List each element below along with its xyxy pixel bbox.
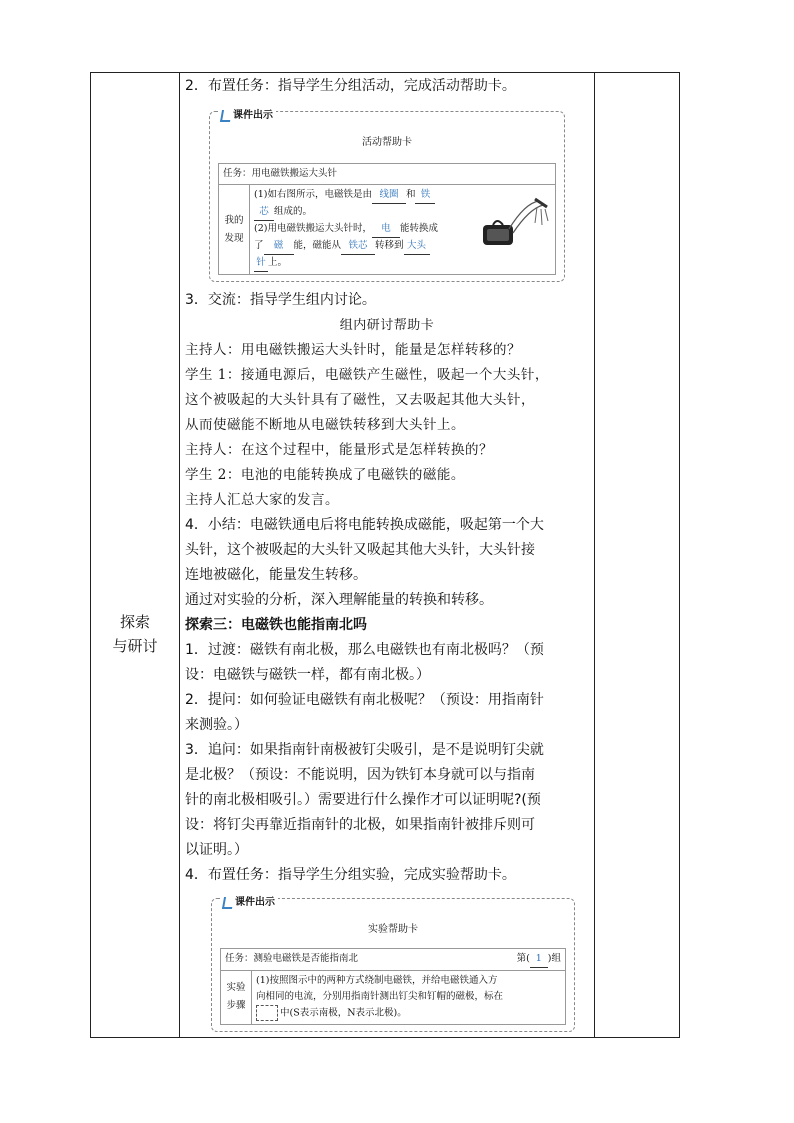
body-line: 3．追问：如果指南针南极被钉尖吸引，是不是说明钉尖就 [185, 742, 544, 758]
step-line: 中(S表示南极，N表示北极)。 [256, 1005, 561, 1022]
step-line: (1)按照图示中的两种方式绕制电磁铁，并给电磁铁通入方 [256, 975, 498, 986]
card-task: 任务：测验电磁铁是否能指南北 第( 1 )组 [221, 949, 566, 971]
card-table [218, 163, 556, 275]
summary-line: 4．小结：电磁铁通电后将电能转换成磁能，吸起第一个大 [185, 517, 544, 533]
summary-line: 连地被磁化，能量发生转移。 [185, 567, 367, 583]
body-line: 1．过渡：磁铁有南北极，那么电磁铁也有南北极吗？（预 [185, 642, 544, 658]
electromagnet-illustration [479, 193, 551, 253]
body-line: 4．布置任务：指导学生分组实验，完成实验帮助卡。 [185, 867, 516, 883]
body-line: 设：电磁铁与磁铁一样，都有南北极。） [185, 667, 430, 683]
card-body [252, 971, 566, 1025]
discussion-card [185, 313, 589, 513]
card-task: 任务：用电磁铁搬运大头针 [219, 164, 556, 185]
pen-icon [220, 110, 232, 122]
card-table [220, 948, 566, 1025]
experiment-help-card [211, 898, 575, 1032]
section-label-line: 探索 [119, 613, 150, 631]
card-title: 活动帮助卡 [362, 137, 412, 148]
answer-blank: 芯 [254, 204, 274, 221]
answer-blank: 铁 [415, 187, 435, 204]
body-line: 设：将钉尖再靠近指南针的北极，如果指南针被排斥则可 [185, 817, 535, 833]
pen-icon [222, 897, 234, 909]
discussion-line: 主持人汇总大家的发言。 [185, 492, 339, 508]
body-line: 针的南北极相吸引。）需要进行什么操作才可以证明呢?(预 [185, 792, 541, 808]
discussion-line: 从而使磁能不断地从电磁铁转移到大头针上。 [185, 417, 465, 433]
section-heading: 探索三：电磁铁也能指南北吗 [185, 617, 367, 633]
card-tag: 课件出示 [218, 103, 276, 128]
exchange-line: 3．交流：指导学生组内讨论。 [185, 292, 376, 308]
discussion-line: 主持人：用电磁铁搬运大头针时，能量是怎样转移的？ [185, 342, 521, 358]
summary-line: 通过对实验的分析，深入理解能量的转换和转移。 [185, 592, 493, 608]
card-title: 实验帮助卡 [368, 924, 418, 935]
section-label [91, 610, 179, 658]
activity-help-card [209, 111, 565, 282]
lesson-table [90, 72, 680, 1038]
card-body: (1)如右图所示，电磁铁是由 线圈 和 铁 芯 组成的。 (2)用电磁铁搬运大头针时， 电 能转换成 了 磁 能，磁能从 铁芯 转移到 大头 针 上。 [250, 185, 556, 275]
answer-blank: 磁 [264, 238, 294, 255]
card-side-label: 我的 发现 [219, 185, 250, 275]
content-column [185, 73, 589, 1038]
answer-blank: 电 [372, 221, 400, 238]
summary-line: 头针，这个被吸起的大头针又吸起其他大头针，大头针接 [185, 542, 535, 558]
discussion-line: 这个被吸起的大头针具有了磁性，又去吸起其他大头针， [185, 392, 535, 408]
discussion-line: 学生 2：电池的电能转换成了电磁铁的磁能。 [185, 467, 465, 483]
answer-blank: 铁芯 [341, 238, 375, 255]
discussion-line: 学生 1：接通电源后，电磁铁产生磁性，吸起一个大头针， [185, 367, 549, 383]
answer-blank: 针 [254, 255, 268, 272]
body-line: 是北极？（预设：不能说明，因为铁钉本身就可以与指南 [185, 767, 535, 783]
column-divider [179, 73, 180, 1037]
answer-box [256, 1005, 278, 1021]
answer-blank: 线圈 [372, 187, 406, 204]
discussion-line: 主持人：在这个过程中，能量形式是怎样转换的？ [185, 442, 493, 458]
group-number: 1 [530, 951, 548, 968]
body-line: 以证明。） [185, 842, 248, 858]
body-line: 2．提问：如何验证电磁铁有南北极呢？（预设：用指南针 [185, 692, 544, 708]
section-label-line: 与研讨 [112, 637, 158, 655]
discussion-title: 组内研讨帮助卡 [339, 318, 435, 333]
body-line: 来测验。） [185, 717, 248, 733]
step-line: 向相同的电流，分别用指南针测出钉尖和钉帽的磁极，标在 [256, 991, 504, 1002]
task-line: 2．布置任务：指导学生分组活动，完成活动帮助卡。 [185, 78, 516, 94]
card-tag: 课件出示 [220, 890, 278, 915]
card-side-label: 实验 步骤 [221, 971, 252, 1025]
column-divider [594, 73, 595, 1037]
answer-blank: 大头 [404, 238, 430, 255]
